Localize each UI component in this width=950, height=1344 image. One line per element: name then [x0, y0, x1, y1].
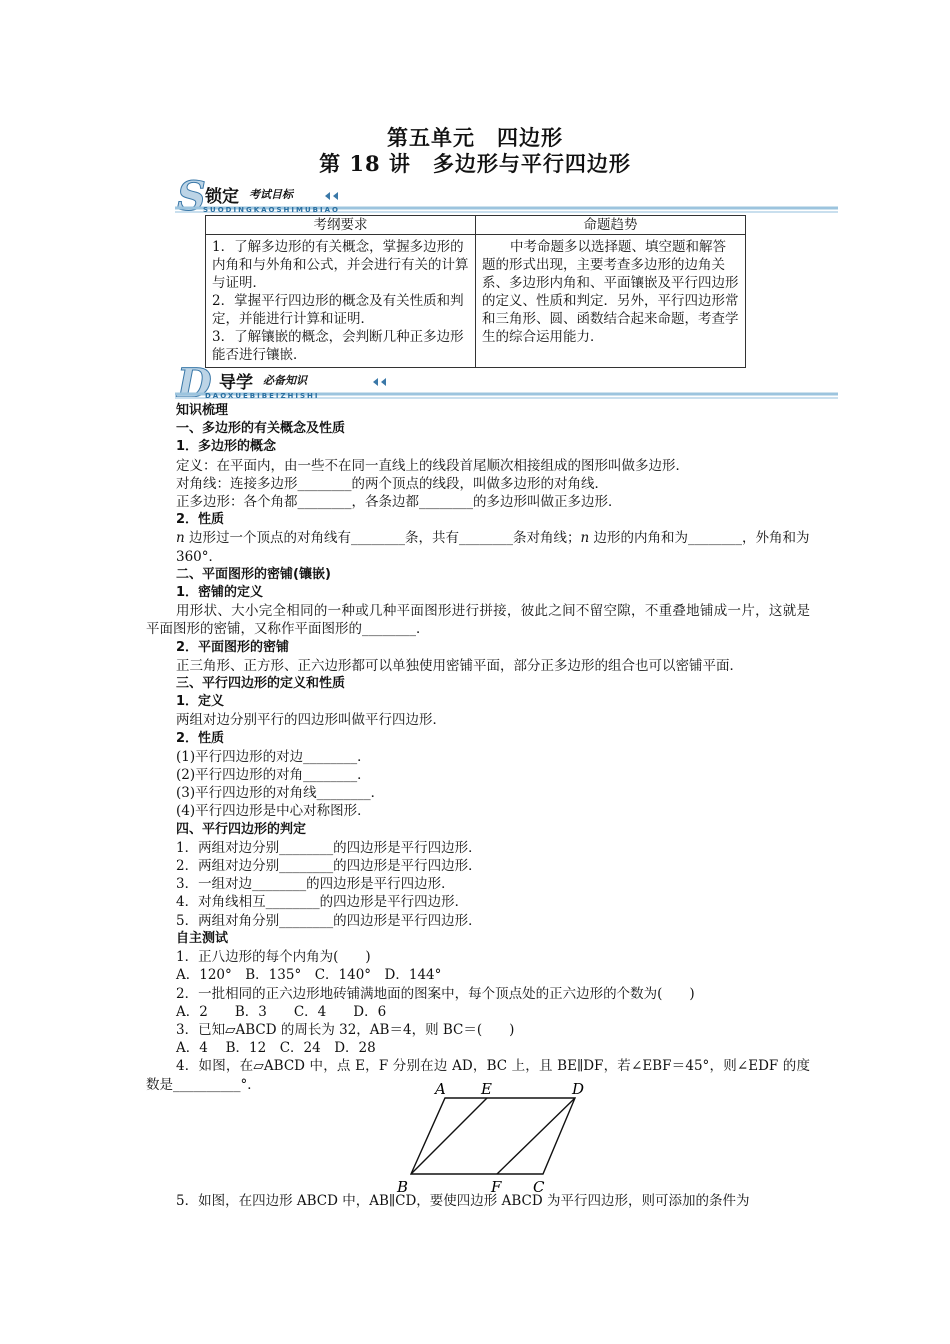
- polygon-properties-a: 边形过一个顶点的对角线有________条，共有________条对角线；: [189, 530, 581, 547]
- polygon-definition: 定义：在平面内，由一些不在同一直线上的线段首尾顺次相接组成的图形叫做多边形．: [176, 457, 689, 474]
- lesson-title: 第 18 讲 多边形与平行四边形: [319, 151, 631, 176]
- svg-text:D: D: [177, 363, 212, 405]
- var-n: n: [176, 530, 185, 547]
- table-header-requirements: 考纲要求: [206, 216, 476, 235]
- requirements-cell: [206, 235, 476, 368]
- knowledge-content: [146, 402, 810, 1094]
- banner-knowledge: [175, 363, 838, 405]
- table-header-trend: 命题趋势: [476, 216, 746, 235]
- property-1: (1)平行四边形的对边________．: [176, 748, 371, 765]
- criterion-3: 3．一组对边________的四边形是平行四边形．: [176, 876, 455, 893]
- question-3-options: A．4 B．12 C．24 D．28: [176, 1040, 376, 1057]
- parallelogram-abcd: [411, 1098, 575, 1174]
- polygon-properties-b: 边形的内角和为________，外角和为 360°．: [176, 530, 810, 565]
- exam-requirements-table: [205, 215, 746, 368]
- section-2-sub-2: 2．平面图形的密铺: [176, 639, 290, 655]
- section-2-title: 二、平面图形的密铺(镶嵌): [176, 566, 331, 582]
- parallelogram-figure: [395, 1076, 595, 1196]
- parallelogram-diagram: [395, 1076, 595, 1196]
- requirement-2: 2．掌握平行四边形的概念及有关性质和判定，并能进行计算和证明．: [212, 293, 464, 327]
- banner2-main: 导学: [219, 373, 253, 393]
- section-1-sub-1: 1．多边形的概念: [176, 439, 277, 455]
- question-2: 2．一批相同的正六边形地砖铺满地面的图案中，每个顶点处的正六边形的个数为( ): [176, 985, 695, 1002]
- svg-text:S: S: [177, 176, 206, 218]
- label-c: C: [533, 1178, 545, 1196]
- regular-polygon-definition: 正多边形：各个角都________，各条边都________的多边形叫做正多边形．: [176, 494, 622, 511]
- parallelogram-definition: 两组对边分别平行的四边形叫做平行四边形．: [176, 712, 446, 729]
- section-4-title: 四、平行四边形的判定: [176, 821, 307, 837]
- section-3-sub-1: 1．定义: [176, 694, 225, 710]
- banner1-main: 锁定: [205, 187, 239, 207]
- question-4: 4．如图，在▱ABCD 中，点 E，F 分别在边 AD，BC 上，且 BE∥DF，若∠EBF＝45°，则∠EDF 的度数是__________°．: [146, 1058, 810, 1093]
- diagonal-definition: 对角线：连接多边形________的两个顶点的线段，叫做多边形的对角线．: [176, 475, 608, 492]
- question-3: 3．已知▱ABCD 的周长为 32，AB＝4，则 BC＝( ): [176, 1021, 515, 1038]
- property-2: (2)平行四边形的对角________．: [176, 767, 371, 784]
- question-2-options: A．2 B．3 C．4 D．6: [176, 1003, 387, 1020]
- label-f: F: [491, 1178, 502, 1196]
- segment-be: [411, 1098, 487, 1174]
- trend-cell: 中考命题多以选择题、填空题和解答题的形式出现，主要考查多边形的边角关系、多边形内角和、平面镶嵌及平行四边形的定义、性质和判定．另外，平行四边形常和三角形、圆、函数结合起来命题，考查学生的综合运用能力．: [476, 235, 746, 368]
- section-heading: 知识梳理: [176, 403, 229, 418]
- question-1: 1．正八边形的每个内角为( ): [176, 949, 371, 966]
- requirement-3: 3．了解镶嵌的概念，会判断几种正多边形能否进行镶嵌．: [212, 329, 464, 363]
- criterion-2: 2．两组对边分别________的四边形是平行四边形．: [176, 858, 482, 875]
- banner-exam-goals: [175, 176, 838, 218]
- property-3: (3)平行四边形的对角线________．: [176, 785, 385, 802]
- section-1-title: 一、多边形的有关概念及性质: [176, 421, 346, 437]
- var-n: n: [580, 530, 590, 547]
- section-2-sub-1: 1．密铺的定义: [176, 585, 264, 601]
- question-1-options: A．120° B．135° C．140° D．144°: [176, 967, 442, 984]
- section-1-sub-2: 2．性质: [176, 512, 225, 528]
- criterion-5: 5．两组对角分别________的四边形是平行四边形．: [176, 912, 482, 929]
- label-d: D: [572, 1080, 585, 1098]
- banner2-pinyin: DAOXUEBIBEIZHISHI: [205, 392, 320, 400]
- requirement-1: 1．了解多边形的有关概念，掌握多边形的内角和与外角和公式，并会进行有关的计算与证明．: [212, 239, 469, 291]
- criterion-4: 4．对角线相互________的四边形是平行四边形．: [176, 894, 469, 911]
- banner1-pinyin: SUODINGKAOSHIMUBIAO: [203, 206, 340, 214]
- label-b: B: [397, 1178, 409, 1196]
- banner1-sub: 考试目标: [249, 188, 293, 201]
- self-test-heading: 自主测试: [176, 930, 229, 946]
- label-a: A: [435, 1080, 446, 1098]
- label-e: E: [481, 1080, 492, 1098]
- question-5: 5．如图，在四边形 ABCD 中，AB∥CD，要使四边形 ABCD 为平行四边形，则可添加的条件为: [176, 1193, 750, 1209]
- section-3-sub-2: 2．性质: [176, 730, 225, 746]
- tessellation-definition: 用形状、大小完全相同的一种或几种平面图形进行拼接，彼此之间不留空隙，不重叠地铺成一片，这就是平面图形的密铺，又称作平面图形的________．: [146, 603, 810, 638]
- banner2-sub: 必备知识: [263, 374, 307, 387]
- tessellation-text: 正三角形、正方形、正六边形都可以单独使用密铺平面，部分正多边形的组合也可以密铺平面．: [176, 657, 743, 674]
- segment-df: [497, 1098, 575, 1174]
- section-3-title: 三、平行四边形的定义和性质: [176, 676, 346, 692]
- polygon-properties: [146, 529, 810, 565]
- criterion-1: 1．两组对边分别________的四边形是平行四边形．: [176, 839, 482, 856]
- unit-title: 第五单元 四边形: [387, 125, 563, 150]
- property-4: (4)平行四边形是中心对称图形．: [176, 803, 371, 820]
